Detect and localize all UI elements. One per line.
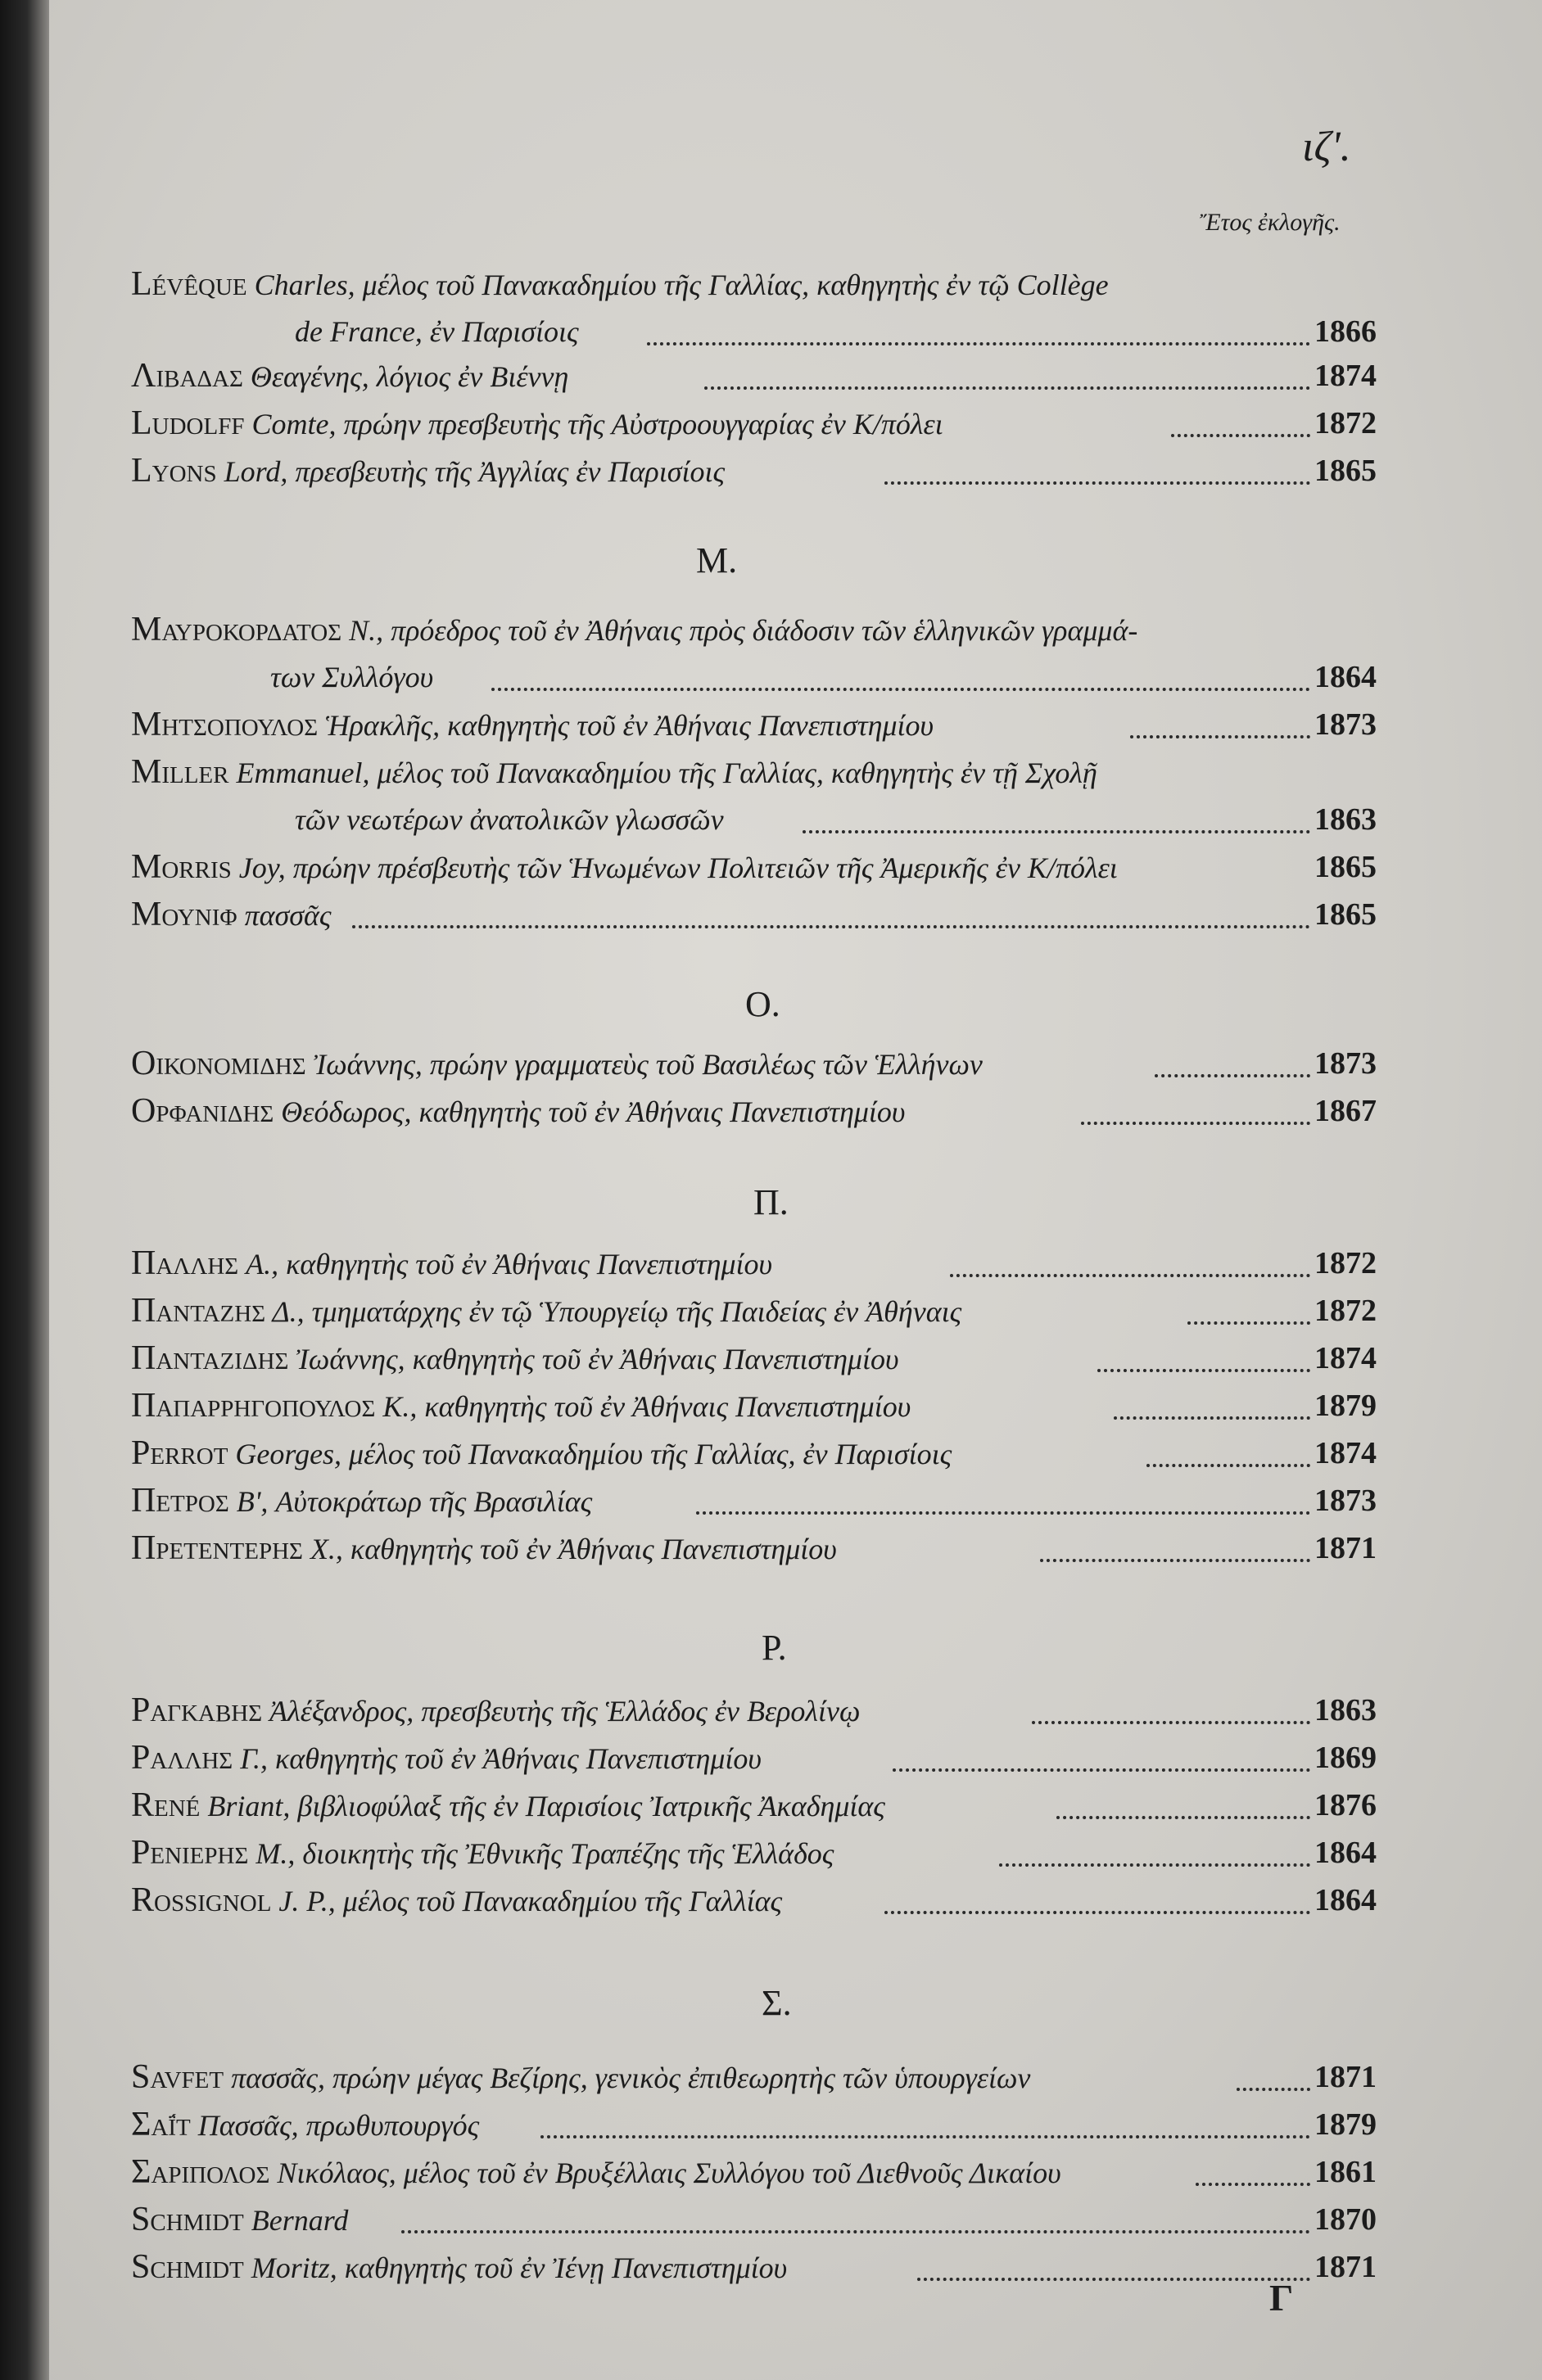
entry-name: Σαριπολος [131,2153,270,2191]
entry-row [131,260,1310,308]
entry-row [131,1687,1310,1734]
leader-dots [401,2230,1310,2233]
entry-year: 1879 [1314,2107,1377,2142]
entry-description: Georges, μέλος τοῦ Πανακαδημίου τῆς Γαλλίας, ἐν Παρισίοις [228,1438,952,1470]
entry-row [131,748,1310,796]
entry-description: N., πρόεδρος τοῦ ἐν Ἀθήναις πρὸς διάδοσιν τῶν ἑλληνικῶν γραμμά- [341,614,1138,647]
entry-row [131,1429,1310,1477]
entry-year: 1865 [1314,454,1377,488]
entry-year: 1879 [1314,1389,1377,1423]
entry-description: Lord, πρεσβευτὴς τῆς Ἀγγλίας ἐν Παρισίοις [216,455,726,488]
entry-name: René [131,1786,201,1824]
entry-description: Emmanuel, μέλος τοῦ Πανακαδημίου τῆς Γαλλίας, καθηγητὴς ἐν τῇ Σχολῇ [228,756,1097,789]
entry-row [131,701,1310,748]
section-letter: O. [745,984,780,1024]
entry-row [131,1876,1310,1924]
entry-name: Ludolff [131,404,245,442]
leader-dots [950,1274,1310,1277]
book-page [49,0,1542,2380]
entry-name: Παλλης [131,1244,239,1282]
entry-name: Πρετεντερης [131,1529,303,1567]
entry-year: 1871 [1314,1531,1377,1565]
entry-row [131,2101,1310,2148]
leader-dots [917,2278,1310,2281]
entry-continuation-text: τῶν νεωτέρων ἀνατολικῶν γλωσσῶν [295,803,724,836]
entry-description: Ἡρακλῆς, καθηγητὴς τοῦ ἐν Ἀθήναις Πανεπιστημίου [318,709,934,742]
entry-row [131,1734,1310,1782]
leader-dots [1130,735,1310,738]
entry-year: 1874 [1314,1341,1377,1375]
entry-description: Ἰωάννης, πρώην γραμματεὺς τοῦ Βασιλέως τῶν Ἑλλήνων [305,1048,983,1081]
entry-name: Μαυροκορδατος [131,611,342,648]
entry-row [131,2053,1310,2101]
entry-description: Briant, βιβλιοφύλαξ τῆς ἐν Παρισίοις Ἰατρικῆς Ἀκαδημίας [200,1790,885,1822]
leader-dots [893,1768,1310,1772]
entry-row [131,843,1310,891]
entry-name: Perrot [131,1434,228,1472]
year-column-header: Ἔτος ἐκλογῆς. [1200,209,1341,236]
section-letter: Σ. [762,1983,792,2023]
entry-name: Miller [131,753,229,791]
entry-description: A., καθηγητὴς τοῦ ἐν Ἀθήναις Πανεπιστημίου [238,1248,773,1280]
entry-description: Bernard [243,2204,349,2237]
entry-year: 1876 [1314,1788,1377,1822]
leader-dots [1040,1559,1310,1562]
entry-continuation [295,308,1310,355]
entry-description: Ἀλέξανδρος, πρεσβευτὴς τῆς Ἑλλάδος ἐν Βερολίνῳ [262,1695,861,1727]
entry-name: Ρενιερης [131,1834,249,1872]
entry-name: Morris [131,848,232,886]
entry-name: Lyons [131,452,217,490]
entry-row [131,2148,1310,2196]
entry-description: M., διοικητὴς τῆς Ἐθνικῆς Τραπέζης τῆς Ἑλλάδος [248,1837,834,1870]
leader-dots [1081,1122,1310,1125]
leader-dots [1032,1721,1310,1724]
entry-year: 1872 [1314,1246,1377,1280]
entry-year: 1870 [1314,2202,1377,2237]
entry-row [131,352,1310,400]
leader-dots [696,1511,1310,1515]
signature-mark: Γ [1269,2277,1294,2319]
entry-continuation [295,796,1310,843]
entry-year: 1865 [1314,850,1377,884]
entry-name: Μητσοπουλος [131,706,319,743]
entry-row [131,1335,1310,1382]
entry-year: 1872 [1314,1294,1377,1328]
entry-row [131,1829,1310,1876]
leader-dots [884,481,1310,485]
entry-description: πασσᾶς, πρώην μέγας Βεζίρης, γενικὸς ἐπιθεωρητὴς τῶν ὑπουργείων [224,2062,1031,2094]
entry-name: Οικονομιδης [131,1045,306,1082]
entry-description: Moritz, καθηγητὴς τοῦ ἐν Ἰένῃ Πανεπιστημίου [243,2251,788,2284]
entry-description: B', Αὐτοκράτωρ τῆς Βρασιλίας [228,1485,593,1518]
leader-dots [1187,1321,1310,1325]
entry-name: Lévêque [131,265,247,303]
entry-row [131,1382,1310,1429]
leader-dots [884,1911,1310,1914]
entry-description: Θεαγένης, λόγιος ἐν Βιέννῃ [242,360,569,393]
entry-year: 1864 [1314,1883,1377,1917]
leader-dots [491,688,1310,691]
entry-description: Πασσᾶς, πρωθυπουργός [190,2109,480,2142]
section-letter: Π. [753,1182,789,1222]
entry-continuation [270,653,1310,701]
entry-year: 1874 [1314,1436,1377,1470]
entry-row [131,1240,1310,1287]
leader-dots [704,386,1310,390]
entry-description: J. P., μέλος τοῦ Πανακαδημίου τῆς Γαλλίας [271,1885,783,1917]
leader-dots [803,830,1310,833]
entry-description: K., καθηγητὴς τοῦ ἐν Ἀθήναις Πανεπιστημίου [375,1390,911,1423]
entry-description: Νικόλαος, μέλος τοῦ ἐν Βρυξέλλαις Συλλόγου τοῦ Διεθνοῦς Δικαίου [269,2156,1061,2189]
entry-name: Ορφανιδης [131,1092,274,1130]
entry-row [131,2243,1310,2291]
leader-dots [1056,1816,1310,1819]
entry-year: 1874 [1314,359,1377,393]
entry-continuation-text: των Συλλόγου [270,661,434,693]
entry-name: Παπαρρηγοπουλος [131,1387,376,1425]
entry-name: Πανταζιδης [131,1339,289,1377]
entry-year: 1866 [1314,314,1377,349]
entry-description: Ἰωάννης, καθηγητὴς τοῦ ἐν Ἀθήναις Πανεπιστημίου [288,1343,899,1375]
entry-year: 1863 [1314,802,1377,837]
entry-row [131,1524,1310,1572]
entry-row [131,2196,1310,2243]
entry-description: X., καθηγητὴς τοῦ ἐν Ἀθήναις Πανεπιστημίου [302,1533,837,1565]
entry-name: Schmidt [131,2248,244,2286]
leader-dots [1237,2088,1310,2091]
entry-row [131,1477,1310,1524]
leader-dots [1097,1369,1310,1372]
entry-name: Schmidt [131,2201,244,2238]
page-number: ιζ'. [1302,124,1351,170]
leader-dots [352,925,1310,928]
entry-row [131,891,1310,938]
leader-dots [647,342,1310,345]
leader-dots [1196,2183,1310,2186]
entry-description: Comte, πρώην πρεσβευτὴς τῆς Αὐστροουγγαρίας ἐν Κ/πόλει [244,408,943,440]
entry-name: Ραλλης [131,1739,233,1777]
entry-name: Λιβαδας [131,357,243,395]
entry-year: 1869 [1314,1741,1377,1775]
entry-year: 1865 [1314,897,1377,932]
entry-row [131,1287,1310,1335]
book-spine-shadow [0,0,49,2380]
entry-description: Charles, μέλος τοῦ Πανακαδημίου τῆς Γαλλίας, καθηγητὴς ἐν τῷ Collège [246,269,1109,301]
leader-dots [1146,1464,1310,1467]
section-letter: M. [696,540,738,580]
entry-name: Savfet [131,2058,224,2096]
entry-year: 1873 [1314,1484,1377,1518]
entry-description: Joy, πρώην πρέσβευτὴς τῶν Ἡνωμένων Πολιτειῶν τῆς Ἀμερικῆς ἐν Κ/πόλει [231,851,1118,884]
leader-dots [1114,1416,1310,1420]
entry-row [131,1782,1310,1829]
entry-row [131,1087,1310,1135]
leader-dots [999,1863,1310,1867]
entry-year: 1864 [1314,660,1377,694]
entry-year: 1863 [1314,1693,1377,1727]
entry-name: Rossignol [131,1881,272,1919]
leader-dots [1155,1074,1310,1077]
entry-continuation-text: de France, ἐν Παρισίοις [295,315,579,348]
entry-year: 1871 [1314,2250,1377,2284]
entry-name: Πετρος [131,1482,229,1520]
entry-description: Θεόδωρος, καθηγητὴς τοῦ ἐν Ἀθήναις Πανεπιστημίου [274,1095,906,1128]
entry-row [131,447,1310,495]
entry-year: 1861 [1314,2155,1377,2189]
leader-dots [540,2135,1310,2138]
entry-year: 1872 [1314,406,1377,440]
entry-year: 1873 [1314,707,1377,742]
entry-year: 1873 [1314,1046,1377,1081]
entry-name: Πανταζης [131,1292,266,1330]
entry-name: Ραγκαβης [131,1691,263,1729]
entry-name: Σαΐτ [131,2106,191,2143]
entry-name: Μουνιφ [131,896,237,933]
entry-row [131,1040,1310,1087]
entry-description: Γ., καθηγητὴς τοῦ ἐν Ἀθήναις Πανεπιστημίου [233,1742,762,1775]
entry-description: πασσᾶς [237,899,332,932]
entry-year: 1871 [1314,2060,1377,2094]
entry-year: 1867 [1314,1094,1377,1128]
entry-row [131,400,1310,447]
entry-year: 1864 [1314,1836,1377,1870]
entry-row [131,606,1310,653]
leader-dots [1171,434,1310,437]
entry-description: Δ., τμηματάρχης ἐν τῷ Ὑπουργείῳ τῆς Παιδείας ἐν Ἀθήναις [265,1295,962,1328]
section-letter: P. [762,1628,787,1668]
